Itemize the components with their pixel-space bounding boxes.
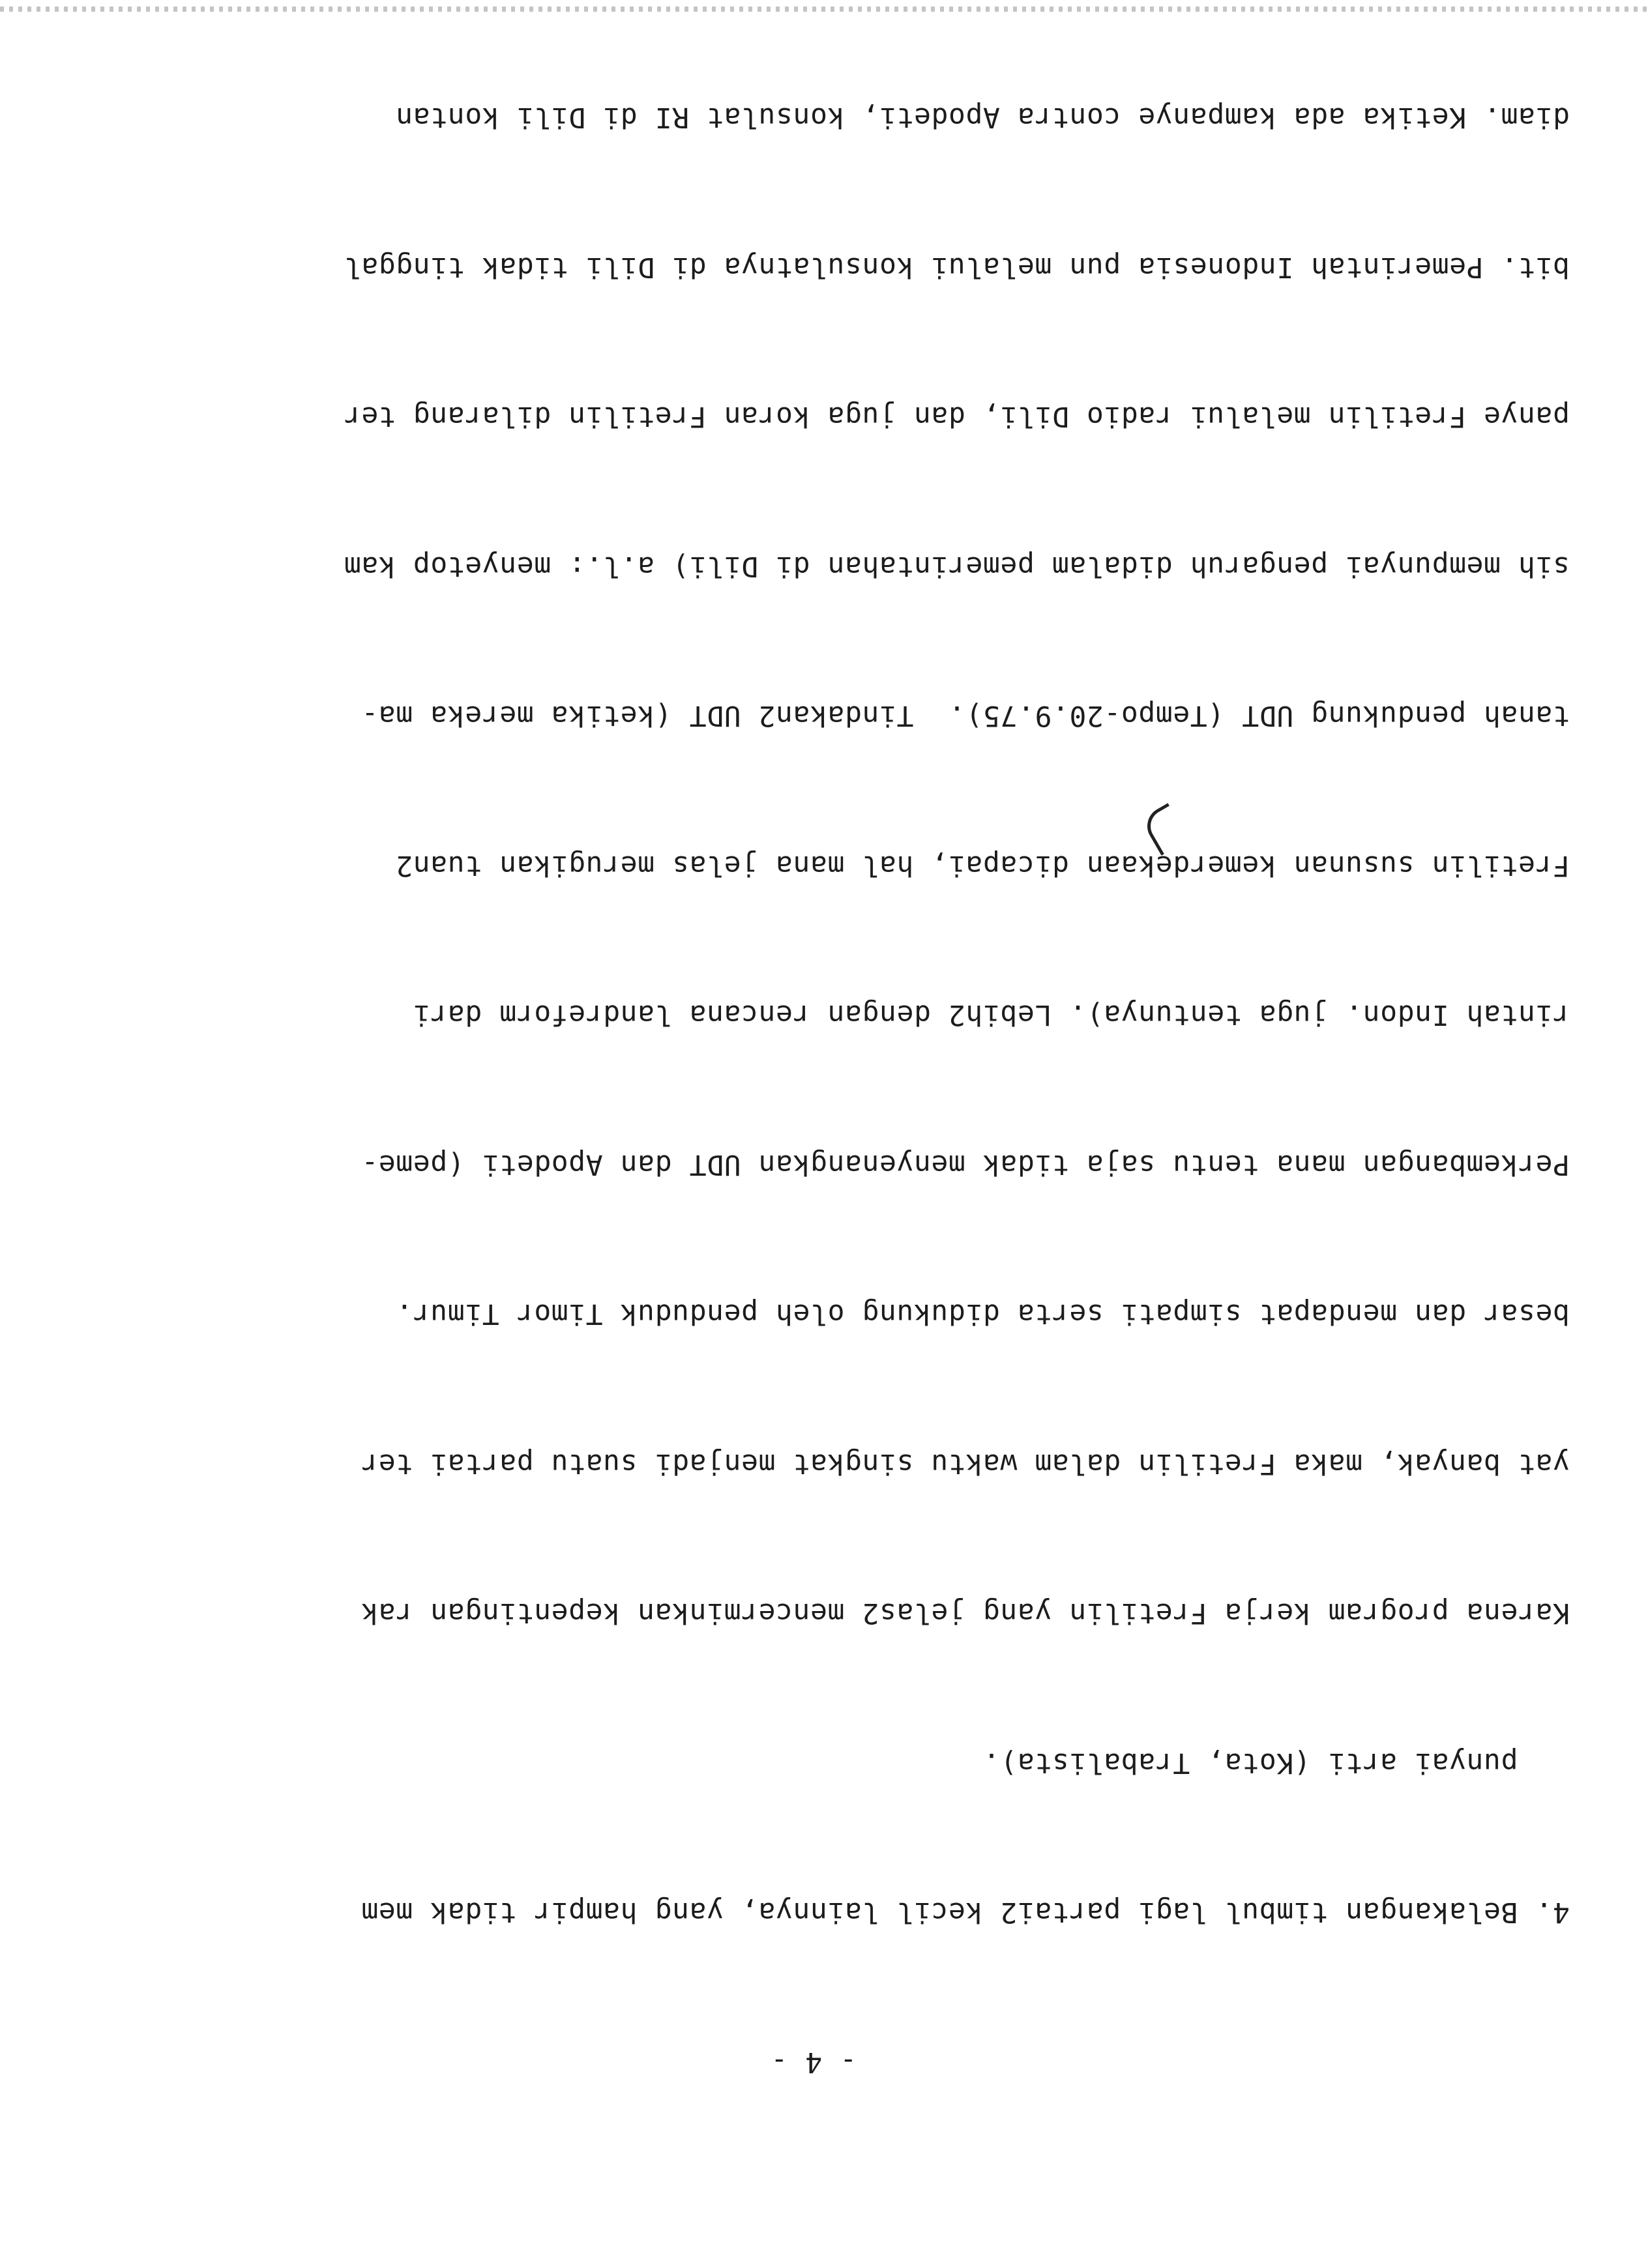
text-line: sih mempunyai pengaruh didalam pemerintahan di Dili) a.l.: menyetop kam	[344, 550, 1570, 583]
text-line: Fretilin susunan kemerdekaan dicapai, hal mana jelas merugikan tuan2	[395, 849, 1570, 882]
text-line: besar dan mendapat simpati serta didukung oleh penduduk Timor Timur.	[395, 1298, 1570, 1331]
text-line: 4. Belakangan timbul lagi partai2 kecil lainnya, yang hampir tidak mem	[360, 1896, 1570, 1929]
document-text	[57, 0, 1570, 2187]
text-line: Perkembangan mana tentu saja tidak menyenangkan UDT dan Apodeti (peme-	[360, 1148, 1570, 1181]
text-line: yat banyak, maka Fretilin dalam waktu singkat menjadi suatu partai ter	[360, 1447, 1570, 1480]
page-number: - 4 -	[770, 2046, 857, 2078]
text-line: rintah Indon. juga tentunya). Lebih2 dengan rencana landreform dari	[413, 998, 1570, 1032]
text-line: punyai arti (Kota, Trabalista).	[982, 1747, 1570, 1779]
text-line: bit. Pemerintah Indonesia pun melalui konsulatnya di Dili tidak tinggal	[344, 251, 1570, 284]
text-line: tanah pendukung UDT (Tempo-20.9.75). Tindakan2 UDT (ketika mereka ma-	[360, 699, 1570, 733]
text-line: Karena program kerja Fretilin yang jelas2 mencerminkan kepentingan rak	[360, 1597, 1570, 1630]
text-line: panye Fretilin melalui radio Dili, dan juga koran Fretilin dilarang ter	[344, 400, 1570, 433]
text-line: diam. Ketika ada kampanye contra Apodeti, konsulat RI di Dili kontan	[395, 101, 1570, 134]
